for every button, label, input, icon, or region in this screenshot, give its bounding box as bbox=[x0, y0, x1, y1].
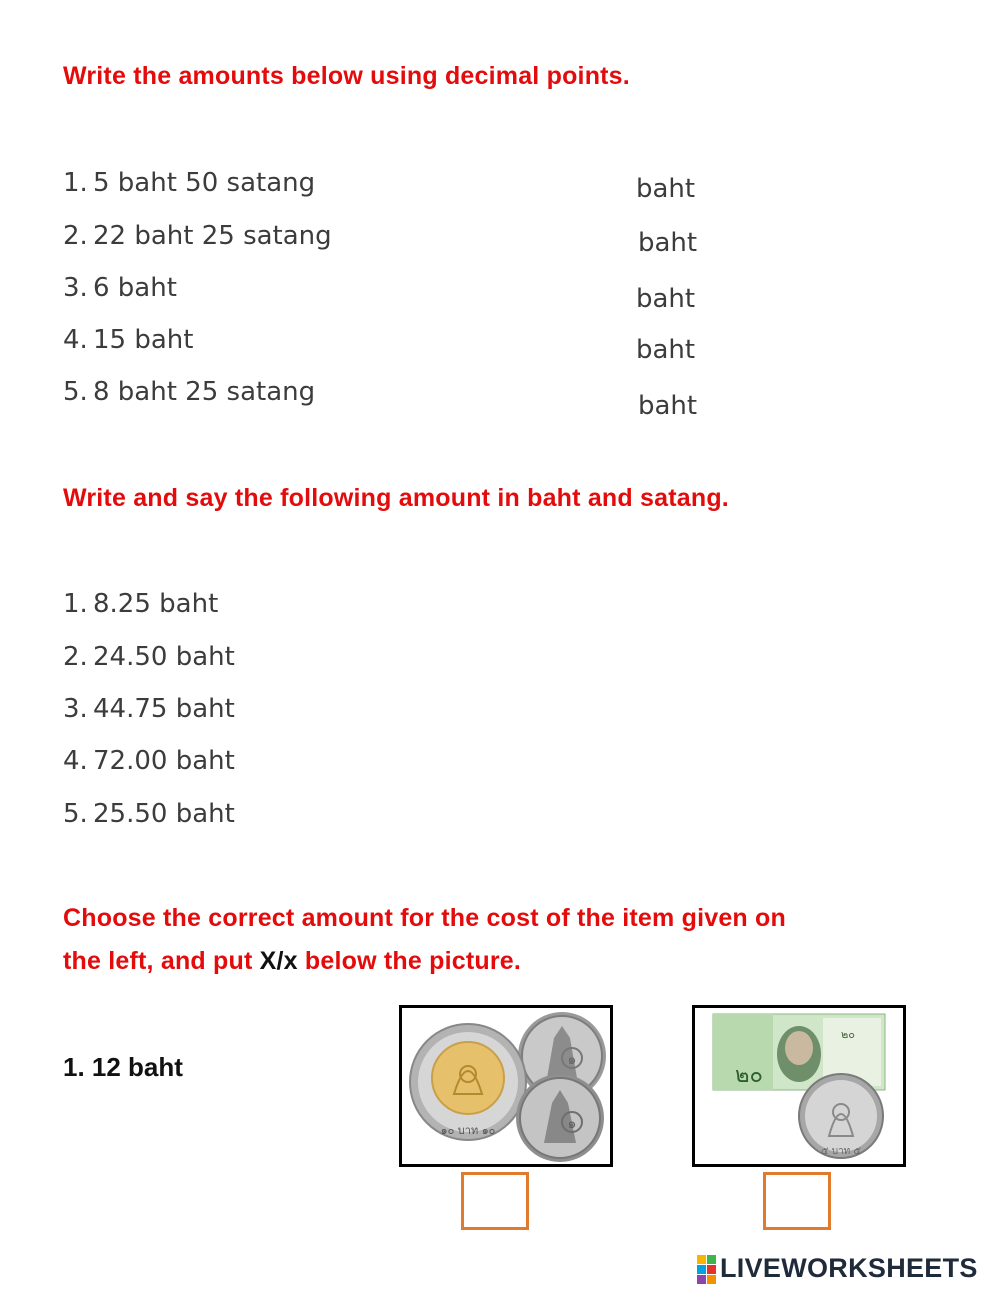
section1-heading: Write the amounts below using decimal points. bbox=[63, 62, 630, 90]
unit-label: baht bbox=[636, 335, 696, 365]
question-label: 1. 12 baht bbox=[63, 1052, 183, 1082]
item-text: 25.50 baht bbox=[93, 799, 235, 829]
heading-text: the left, and put bbox=[63, 947, 260, 975]
item-number: 4. bbox=[63, 325, 88, 355]
option-b-picture bbox=[692, 1005, 906, 1167]
list-item bbox=[63, 377, 315, 407]
svg-text:๒๐: ๒๐ bbox=[841, 1028, 855, 1041]
item-text: 8 baht 25 satang bbox=[93, 377, 316, 407]
answer-field[interactable] bbox=[299, 745, 903, 777]
section3-heading-line2 bbox=[63, 947, 521, 976]
option-a-checkbox[interactable] bbox=[461, 1172, 529, 1230]
list-item bbox=[63, 325, 193, 355]
unit-label: baht bbox=[638, 228, 698, 258]
item-text: 24.50 baht bbox=[93, 642, 235, 672]
item-text: 15 baht bbox=[93, 325, 194, 355]
coins-image bbox=[402, 1008, 610, 1164]
banknote-and-coin-image bbox=[695, 1008, 903, 1164]
list-item bbox=[63, 589, 218, 619]
section3-heading-line1: Choose the correct amount for the cost of the item given on bbox=[63, 904, 786, 932]
item-number: 1. bbox=[63, 589, 88, 619]
item-number: 3. bbox=[63, 273, 88, 303]
ten-baht-coin-icon bbox=[410, 1024, 526, 1140]
item-number: 5. bbox=[63, 799, 88, 829]
item-number: 2. bbox=[63, 221, 88, 251]
mark-symbol: X/x bbox=[259, 947, 298, 975]
unit-label: baht bbox=[638, 391, 698, 421]
item-text: 8.25 baht bbox=[93, 589, 219, 619]
five-baht-coin-icon bbox=[799, 1074, 883, 1158]
svg-text:๒๐: ๒๐ bbox=[735, 1063, 763, 1088]
svg-text:๑: ๑ bbox=[567, 1052, 577, 1068]
list-item bbox=[63, 221, 332, 251]
answer-field[interactable] bbox=[474, 274, 624, 304]
item-number: 3. bbox=[63, 694, 88, 724]
liveworksheets-logo bbox=[697, 1253, 978, 1284]
unit-label: baht bbox=[636, 174, 696, 204]
item-number: 1. bbox=[63, 168, 88, 198]
heading-text: below the picture. bbox=[297, 947, 522, 975]
unit-label: baht bbox=[636, 284, 696, 314]
list-item bbox=[63, 168, 315, 198]
option-a-picture bbox=[399, 1005, 613, 1167]
item-text: 5 baht 50 satang bbox=[93, 168, 316, 198]
svg-text:๑: ๑ bbox=[567, 1116, 577, 1132]
list-item bbox=[63, 273, 177, 303]
item-text: 72.00 baht bbox=[93, 746, 235, 776]
one-baht-coin-icon bbox=[516, 1074, 604, 1162]
item-text: 6 baht bbox=[93, 273, 177, 303]
answer-field[interactable] bbox=[474, 378, 624, 408]
list-item bbox=[63, 799, 235, 829]
answer-field[interactable] bbox=[299, 692, 903, 724]
item-number: 2. bbox=[63, 642, 88, 672]
section2-heading: Write and say the following amount in baht and satang. bbox=[63, 484, 729, 512]
list-item bbox=[63, 746, 235, 776]
svg-text:๑๐ บาท ๑๐: ๑๐ บาท ๑๐ bbox=[440, 1124, 496, 1137]
list-item bbox=[63, 694, 235, 724]
item-text: 22 baht 25 satang bbox=[93, 221, 332, 251]
answer-field[interactable] bbox=[474, 170, 624, 200]
answer-field[interactable] bbox=[299, 588, 903, 620]
answer-field[interactable] bbox=[299, 640, 903, 672]
svg-text:๕ บาท ๕: ๕ บาท ๕ bbox=[820, 1146, 862, 1157]
logo-mark-icon bbox=[697, 1255, 716, 1284]
answer-field[interactable] bbox=[474, 222, 624, 252]
option-b-checkbox[interactable] bbox=[763, 1172, 831, 1230]
answer-field[interactable] bbox=[474, 326, 624, 356]
answer-field[interactable] bbox=[299, 798, 903, 830]
item-number: 5. bbox=[63, 377, 88, 407]
item-number: 4. bbox=[63, 746, 88, 776]
logo-text: LIVEWORKSHEETS bbox=[720, 1253, 978, 1283]
item-text: 44.75 baht bbox=[93, 694, 235, 724]
list-item bbox=[63, 642, 235, 672]
